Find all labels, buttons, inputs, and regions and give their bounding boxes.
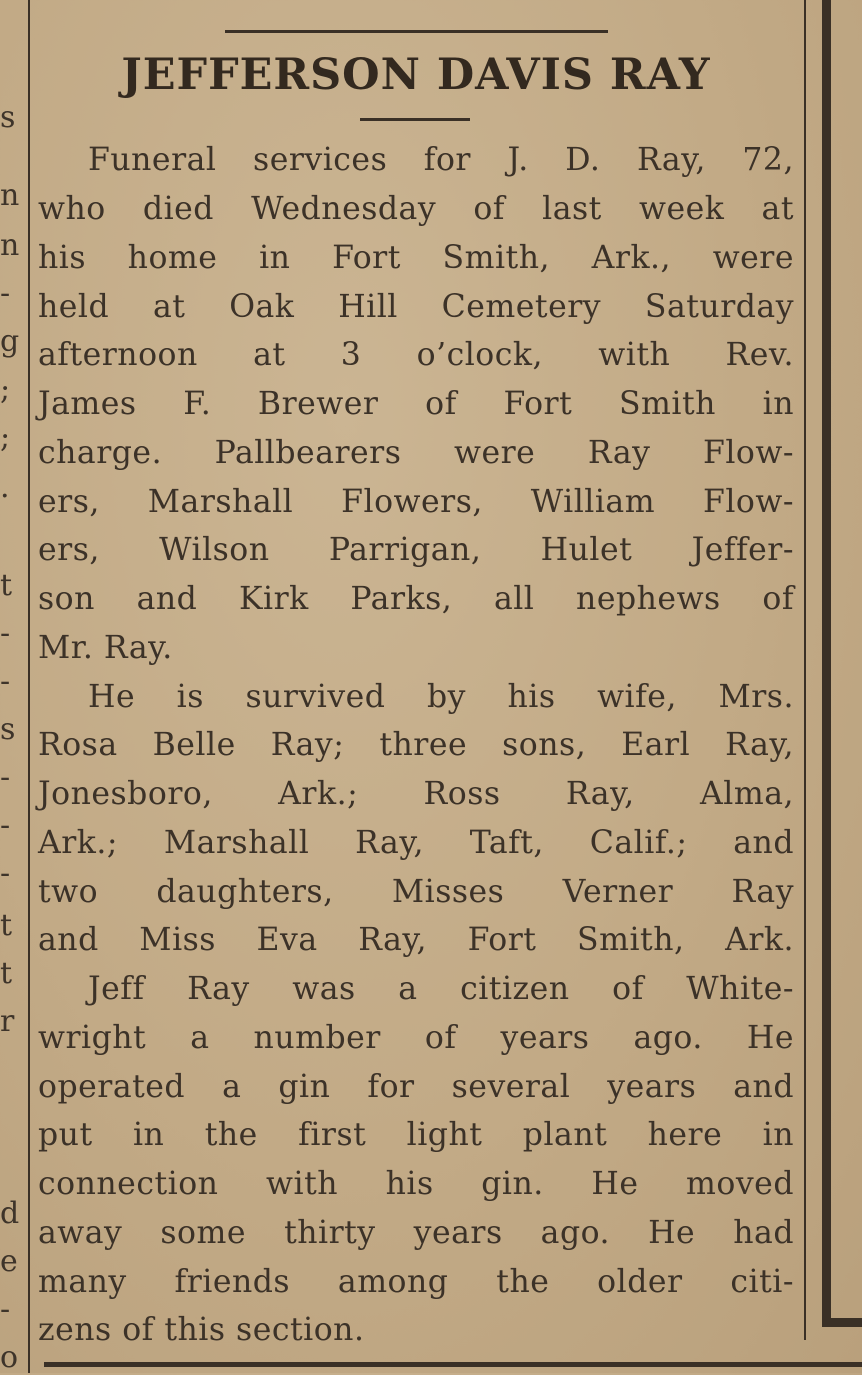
text-line: held at Oak Hill Cemetery Saturday [38, 289, 794, 325]
fragment: - [0, 808, 11, 843]
fragment: e [0, 1244, 18, 1279]
fragment: n [0, 228, 20, 263]
text-line: Funeral services for J. D. Ray, 72, [88, 142, 794, 178]
fragment: - [0, 664, 11, 699]
text-line: away some thirty years ago. He had [38, 1215, 794, 1251]
fragment: - [0, 760, 11, 795]
text-line: wright a number of years ago. He [38, 1020, 794, 1056]
fragment: - [0, 856, 11, 891]
fragment: o [0, 1340, 19, 1375]
fragment: s [0, 100, 16, 135]
fragment: ; [0, 372, 11, 407]
right-column-rule [804, 0, 806, 1340]
text-line: James F. Brewer of Fort Smith in [38, 386, 794, 422]
obituary-article [38, 0, 794, 1373]
fragment: . [0, 470, 10, 505]
text-line: afternoon at 3 o’clock, with Rev. [38, 337, 794, 373]
text-line: Jeff Ray was a citizen of White- [88, 971, 794, 1007]
fragment: t [0, 568, 13, 603]
text-line: and Miss Eva Ray, Fort Smith, Ark. [38, 922, 794, 958]
right-border-foot [822, 1318, 862, 1327]
text-line: charge. Pallbearers were Ray Flow- [38, 435, 794, 471]
text-line: ers, Marshall Flowers, William Flow- [38, 484, 794, 520]
headline: JEFFERSON DAVIS RAY [121, 50, 711, 100]
text-line: connection with his gin. He moved [38, 1166, 794, 1202]
text-line: put in the first light plant here in [38, 1117, 794, 1153]
fragment: s [0, 712, 16, 747]
fragment: r [0, 1004, 15, 1039]
adjacent-column-fragments [0, 0, 26, 1373]
text-line: ers, Wilson Parrigan, Hulet Jeffer- [38, 532, 794, 568]
fragment: g [0, 324, 20, 359]
text-line: his home in Fort Smith, Ark., were [38, 240, 794, 276]
fragment: t [0, 908, 13, 943]
text-line: Mr. Ray. [38, 630, 173, 666]
fragment: - [0, 616, 11, 651]
right-border-rule [822, 0, 831, 1325]
text-line: zens of this section. [38, 1312, 365, 1348]
text-line: son and Kirk Parks, all nephews of [38, 581, 794, 617]
fragment: - [0, 276, 11, 311]
text-line: many friends among the older citi- [38, 1264, 794, 1300]
headline-underline [360, 118, 470, 121]
text-line: He is survived by his wife, Mrs. [88, 679, 794, 715]
fragment: n [0, 178, 20, 213]
text-line: Ark.; Marshall Ray, Taft, Calif.; and [38, 825, 794, 861]
fragment: d [0, 1196, 20, 1231]
text-line: two daughters, Misses Verner Ray [38, 874, 794, 910]
fragment: t [0, 956, 13, 991]
fragment: - [0, 1292, 11, 1327]
text-line: Rosa Belle Ray; three sons, Earl Ray, [38, 727, 794, 763]
left-column-rule [28, 0, 30, 1373]
text-line: who died Wednesday of last week at [38, 191, 794, 227]
text-line: operated a gin for several years and [38, 1069, 794, 1105]
fragment: ; [0, 420, 11, 455]
text-line: Jonesboro, Ark.; Ross Ray, Alma, [38, 776, 794, 812]
